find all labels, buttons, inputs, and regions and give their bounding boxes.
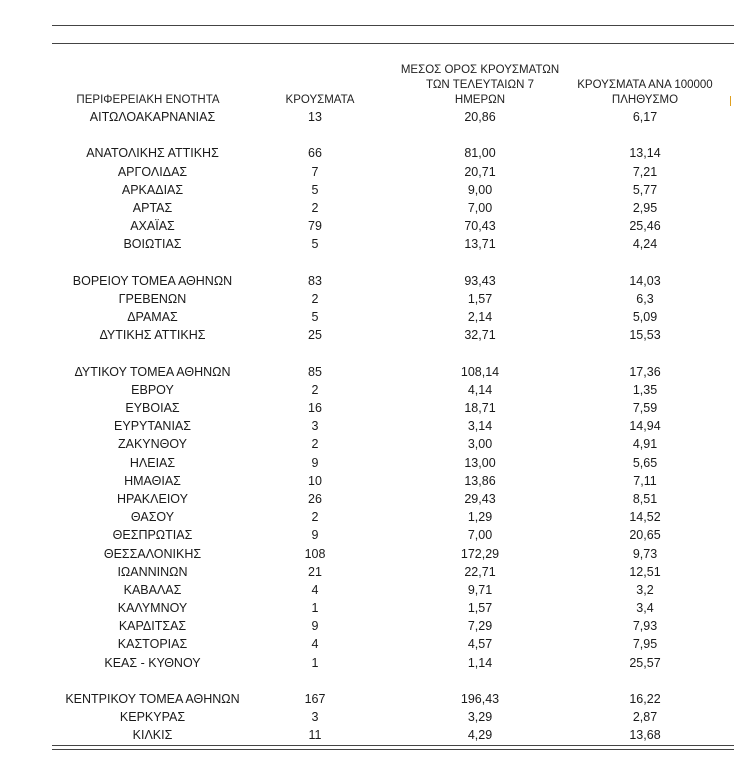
cell-region: ΑΧΑΪΑΣ [130, 219, 175, 234]
cell-seven-day-average: 13,86 [464, 473, 496, 488]
cell-per-100000: 4,91 [632, 437, 658, 452]
cell-cases: 9 [311, 455, 319, 470]
cell-seven-day-average: 18,71 [464, 401, 496, 415]
cell-per-100000: 13,68 [629, 728, 661, 743]
table-row [0, 435, 734, 453]
cell-cases: 3 [311, 419, 319, 434]
cell-region: ΚΕΡΚΥΡΑΣ [119, 710, 186, 725]
table-row [0, 199, 734, 217]
cell-per-100000: 7,21 [632, 164, 658, 179]
header-cases-per-100000: ΚΡΟΥΣΜΑΤΑ ΑΝΑ 100000 ΠΛΗΘΥΣΜΟ [577, 79, 713, 106]
cell-cases: 9 [311, 528, 319, 543]
cell-region: ΕΒΡΟΥ [131, 382, 174, 397]
cell-seven-day-average: 20,71 [464, 164, 496, 179]
cell-seven-day-average: 22,71 [464, 564, 496, 579]
cell-per-100000: 3,4 [636, 601, 654, 616]
cell-region: ΓΡΕΒΕΝΩΝ [118, 291, 187, 306]
cell-per-100000: 7,59 [632, 401, 658, 415]
cell-per-100000: 20,65 [629, 528, 661, 543]
table-body [0, 108, 734, 745]
cell-region: ΒΟΙΩΤΙΑΣ [123, 237, 182, 252]
table-row [0, 163, 734, 181]
cell-per-100000: 14,03 [629, 273, 661, 288]
cell-cases: 1 [311, 655, 319, 670]
cell-seven-day-average: 108,14 [460, 364, 500, 379]
cell-seven-day-average: 9,71 [467, 582, 493, 597]
cell-per-100000: 5,77 [632, 182, 658, 197]
cell-seven-day-average: 93,43 [464, 273, 496, 288]
table-row [0, 144, 734, 162]
cell-per-100000: 2,95 [632, 200, 658, 215]
cell-cases: 108 [304, 546, 326, 561]
table-row [0, 326, 734, 344]
cell-seven-day-average: 20,86 [464, 110, 496, 124]
table-row [0, 181, 734, 199]
cell-per-100000: 12,51 [629, 564, 661, 579]
cell-seven-day-average: 1,57 [467, 601, 493, 616]
table-row [0, 708, 734, 726]
cell-cases: 5 [311, 310, 319, 325]
cell-cases: 10 [308, 473, 322, 488]
cell-region: ΔΥΤΙΚΗΣ ΑΤΤΙΚΗΣ [99, 328, 206, 343]
cell-seven-day-average: 1,29 [467, 510, 493, 525]
top-rule-second [52, 43, 734, 44]
table-row [0, 726, 734, 744]
cell-per-100000: 17,36 [629, 364, 661, 379]
table-row [0, 490, 734, 508]
cell-cases: 3 [311, 710, 319, 725]
table-row [0, 617, 734, 635]
cell-cases: 5 [311, 182, 319, 197]
cell-per-100000: 25,46 [629, 219, 661, 234]
table-row [0, 563, 734, 581]
cell-region: ΔΥΤΙΚΟΥ ΤΟΜΕΑ ΑΘΗΝΩΝ [74, 364, 231, 379]
cell-per-100000: 4,24 [632, 237, 658, 252]
cell-cases: 26 [308, 491, 322, 506]
cell-per-100000: 5,09 [632, 310, 658, 325]
cell-cases: 25 [308, 328, 322, 343]
cell-region: ΙΩΑΝΝΙΝΩΝ [117, 564, 188, 579]
cell-cases: 66 [308, 146, 322, 161]
table-row [0, 399, 734, 417]
cell-region: ΚΑΣΤΟΡΙΑΣ [117, 637, 188, 652]
header-seven-day-average: ΜΕΣΟΣ ΟΡΟΣ ΚΡΟΥΣΜΑΤΩΝ ΤΩΝ ΤΕΛΕΥΤΑΙΩΝ 7 ΗΜΕΡΩΝ [400, 64, 560, 106]
cell-cases: 1 [311, 601, 319, 616]
cell-per-100000: 7,93 [632, 619, 658, 634]
table-row [0, 363, 734, 381]
cell-per-100000: 16,22 [629, 692, 661, 706]
cropped-column-edge [730, 96, 734, 106]
cell-per-100000: 3,2 [636, 582, 654, 597]
table-row [0, 417, 734, 435]
cell-seven-day-average: 7,29 [467, 619, 493, 634]
bottom-rule [52, 745, 734, 746]
cell-region: ΘΕΣΠΡΩΤΙΑΣ [112, 528, 193, 543]
cell-per-100000: 13,14 [629, 146, 661, 161]
cell-seven-day-average: 7,00 [467, 200, 493, 215]
cell-per-100000: 25,57 [629, 655, 661, 670]
cell-seven-day-average: 29,43 [464, 491, 496, 506]
table-row [0, 635, 734, 653]
cell-region: ΚΑΛΥΜΝΟΥ [117, 601, 188, 616]
cell-seven-day-average: 32,71 [464, 328, 496, 343]
cell-seven-day-average: 2,14 [467, 310, 493, 325]
cell-seven-day-average: 13,71 [464, 237, 496, 252]
cell-region: ΑΡΚΑΔΙΑΣ [121, 182, 184, 197]
cell-cases: 13 [308, 110, 322, 124]
cell-region: ΚΕΝΤΡΙΚΟΥ ΤΟΜΕΑ ΑΘΗΝΩΝ [65, 692, 240, 706]
cell-seven-day-average: 9,00 [467, 182, 493, 197]
cell-per-100000: 5,65 [632, 455, 658, 470]
cell-per-100000: 14,94 [629, 419, 661, 434]
table-row [0, 526, 734, 544]
cell-per-100000: 7,95 [632, 637, 658, 652]
table-row [0, 545, 734, 563]
cell-region: ΑΡΤΑΣ [132, 200, 173, 215]
cell-cases: 79 [308, 219, 322, 234]
cell-cases: 2 [311, 382, 319, 397]
cell-cases: 85 [308, 364, 322, 379]
cell-per-100000: 15,53 [629, 328, 661, 343]
cell-region: ΚΙΛΚΙΣ [132, 728, 173, 743]
cell-cases: 16 [308, 401, 322, 415]
cell-per-100000: 14,52 [629, 510, 661, 525]
cell-per-100000: 2,87 [632, 710, 658, 725]
cell-per-100000: 6,3 [636, 291, 654, 306]
cell-region: ΗΛΕΙΑΣ [129, 455, 176, 470]
table-row [0, 290, 734, 308]
cell-cases: 83 [308, 273, 322, 288]
table-row [0, 235, 734, 253]
table-row [0, 581, 734, 599]
cell-per-100000: 6,17 [632, 110, 658, 124]
cell-region: ΑΡΓΟΛΙΔΑΣ [117, 164, 188, 179]
cell-region: ΑΙΤΩΛΟΑΚΑΡΝΑΝΙΑΣ [89, 110, 216, 124]
cell-cases: 21 [308, 564, 322, 579]
cell-seven-day-average: 4,57 [467, 637, 493, 652]
cell-seven-day-average: 4,14 [467, 382, 493, 397]
cell-cases: 7 [311, 164, 319, 179]
cell-region: ΕΥΡΥΤΑΝΙΑΣ [114, 419, 191, 434]
cell-region: ΗΜΑΘΙΑΣ [124, 473, 181, 488]
cell-cases: 2 [311, 510, 319, 525]
cell-region: ΖΑΚΥΝΘΟΥ [117, 437, 188, 452]
table-row [0, 690, 734, 708]
cell-cases: 5 [311, 237, 319, 252]
bottom-rule-second [52, 749, 734, 750]
cell-region: ΒΟΡΕΙΟΥ ΤΟΜΕΑ ΑΘΗΝΩΝ [72, 273, 233, 288]
cell-region: ΔΡΑΜΑΣ [127, 310, 178, 325]
cell-seven-day-average: 3,00 [467, 437, 493, 452]
header-cases: ΚΡΟΥΣΜΑΤΑ [285, 94, 355, 106]
cell-seven-day-average: 70,43 [464, 219, 496, 234]
table-row [0, 272, 734, 290]
table-row [0, 599, 734, 617]
cell-cases: 2 [311, 437, 319, 452]
cell-seven-day-average: 13,00 [464, 455, 496, 470]
table-row [0, 108, 734, 126]
cell-region: ΗΡΑΚΛΕΙΟΥ [117, 491, 188, 506]
cell-seven-day-average: 196,43 [460, 692, 500, 706]
cell-cases: 11 [308, 728, 322, 743]
header-region: ΠΕΡΙΦΕΡΕΙΑΚΗ ΕΝΟΤΗΤΑ [76, 94, 220, 106]
table-row [0, 308, 734, 326]
cell-cases: 2 [311, 291, 319, 306]
table-row [0, 454, 734, 472]
cell-seven-day-average: 172,29 [460, 546, 500, 561]
cell-per-100000: 8,51 [632, 491, 658, 506]
cell-per-100000: 7,11 [633, 473, 657, 488]
cell-per-100000: 1,35 [632, 382, 658, 397]
cell-seven-day-average: 3,29 [467, 710, 493, 725]
cell-seven-day-average: 1,57 [467, 291, 493, 306]
table-row [0, 217, 734, 235]
table-row [0, 472, 734, 490]
cell-region: ΘΑΣΟΥ [130, 510, 175, 525]
cell-region: ΚΑΡΔΙΤΣΑΣ [118, 619, 187, 634]
cell-region: ΚΕΑΣ - ΚΥΘΝΟΥ [104, 655, 201, 670]
cell-cases: 167 [304, 692, 326, 706]
cell-cases: 2 [311, 200, 319, 215]
cell-cases: 9 [311, 619, 319, 634]
cell-per-100000: 9,73 [632, 546, 658, 561]
table-row [0, 508, 734, 526]
table-row [0, 381, 734, 399]
cell-region: ΚΑΒΑΛΑΣ [123, 582, 182, 597]
table-row [0, 654, 734, 672]
cell-seven-day-average: 3,14 [467, 419, 493, 434]
cell-region: ΑΝΑΤΟΛΙΚΗΣ ΑΤΤΙΚΗΣ [86, 146, 219, 161]
cell-seven-day-average: 7,00 [467, 528, 493, 543]
cell-seven-day-average: 1,14 [467, 655, 493, 670]
cell-cases: 4 [311, 637, 319, 652]
cell-region: ΘΕΣΣΑΛΟΝΙΚΗΣ [103, 546, 202, 561]
cell-seven-day-average: 4,29 [467, 728, 493, 743]
cell-seven-day-average: 81,00 [464, 146, 496, 161]
top-rule [52, 25, 734, 26]
cell-cases: 4 [311, 582, 319, 597]
cell-region: ΕΥΒΟΙΑΣ [125, 401, 180, 415]
